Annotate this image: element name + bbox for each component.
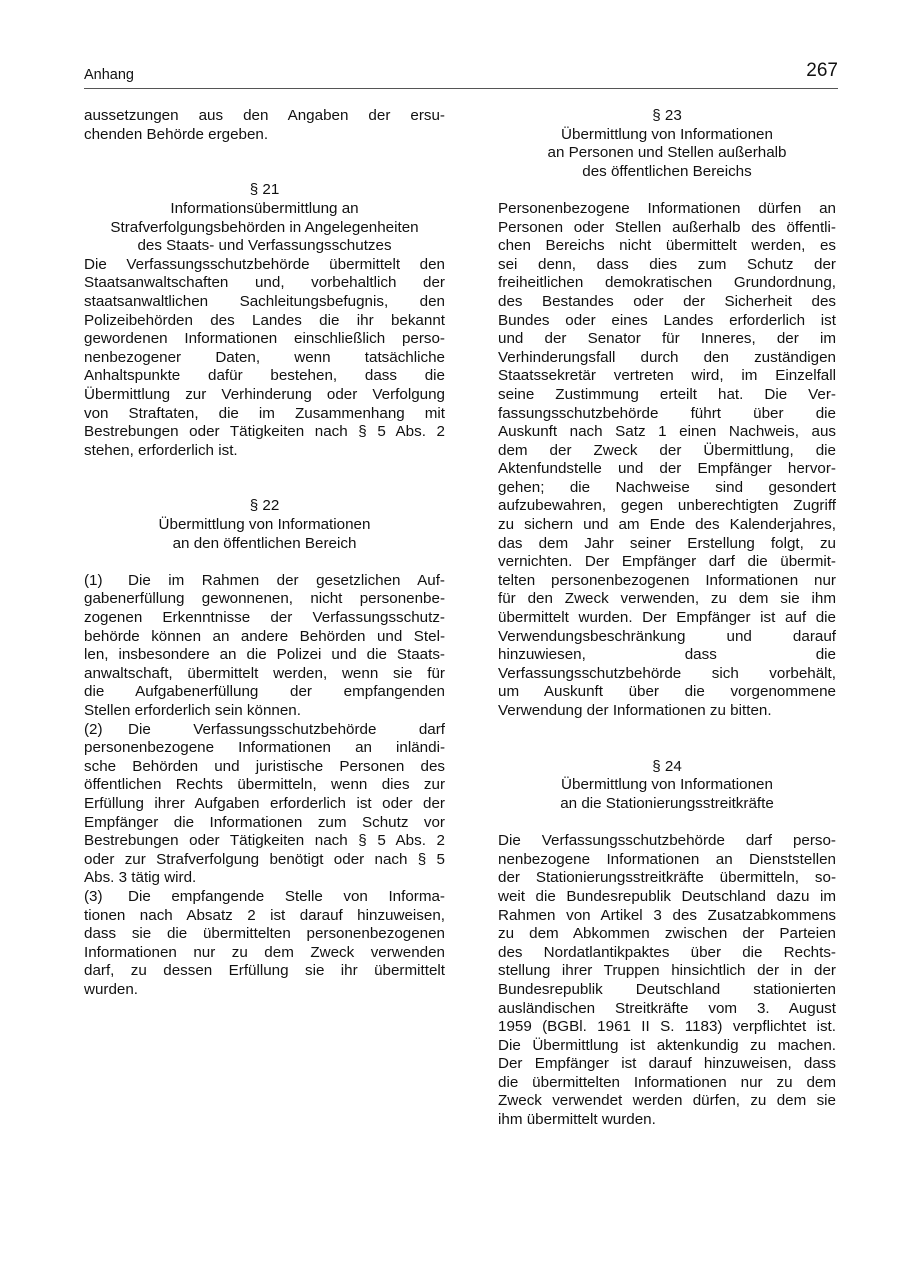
- intro-paragraph: [84, 107, 445, 144]
- text-line: übermittelt wurden. Der Empfänger ist auf die: [498, 609, 836, 627]
- text-line: aussetzungen aus den Angaben der ersu-: [84, 107, 445, 124]
- text-line: Verwendungsbeschränkung und darauf: [498, 627, 836, 645]
- paragraph-number: (2): [84, 720, 103, 738]
- text-line: Polizeibehörden des Landes die ihr bekannt: [84, 311, 445, 329]
- text-line: behörde können an andere Behörden und Stel-: [84, 627, 445, 645]
- paragraph-3: [84, 888, 445, 1000]
- text-line: chenden Behörde ergeben.: [84, 125, 269, 143]
- text-line: Der Empfänger ist darauf hinzuweisen, dass: [498, 1055, 836, 1073]
- section-title-line: Übermittlung von Informationen: [561, 776, 773, 794]
- text-line: darf, zu dessen Erfüllung sie ihr übermittelt: [84, 962, 445, 980]
- text-line: von Straftaten, die im Zusammenhang mit: [84, 404, 445, 422]
- section-number: § 23: [652, 107, 682, 124]
- text-line: die Aufgabenerfüllung der empfangenden: [84, 683, 445, 701]
- text-line: Personen oder Stellen außerhalb des öffentli-: [498, 218, 836, 236]
- left-column: [84, 107, 445, 1000]
- paragraph-1: [84, 572, 445, 721]
- text-line: der Stationierungsstreitkräfte übermitteln, so-: [498, 869, 836, 887]
- text-line: dass sie die übermittelten personenbezogenen: [84, 925, 445, 943]
- section-number: § 24: [652, 757, 682, 775]
- text-line: fassungsschutzbehörde führt über die: [498, 404, 836, 422]
- text-line: Verhinderungsfall durch den zuständigen: [498, 348, 836, 366]
- text-line: vernichten. Der Empfänger darf die übermit-: [498, 553, 836, 571]
- text-line: das dem Jahr seiner Erstellung folgt, zu: [498, 534, 836, 552]
- text-line: Auskunft nach Satz 1 einen Nachweis, aus: [498, 423, 836, 441]
- text-line: Stellen erforderlich sein können.: [84, 702, 301, 719]
- text-line: Die Übermittlung ist aktenkundig zu machen.: [498, 1036, 836, 1054]
- text-line: Empfänger die Informationen zum Schutz vor: [84, 813, 445, 831]
- text-line: Personenbezogene Informationen dürfen an: [498, 199, 836, 217]
- text-line: ihm übermittelt wurden.: [498, 1111, 656, 1129]
- section-title-line: Informationsübermittlung an: [170, 199, 359, 217]
- text-line: zogenen Erkenntnisse der Verfassungsschutz-: [84, 609, 445, 627]
- text-line: Aktenfundstelle und der Empfänger hervor-: [498, 460, 836, 478]
- section-title-line: des Staats- und Verfassungsschutzes: [137, 237, 392, 255]
- section-title-line: an den öffentlichen Bereich: [172, 534, 357, 552]
- text-line: 1959 (BGBl. 1961 II S. 1183) verpflichtet ist.: [498, 1018, 836, 1036]
- text-line: personenbezogene Informationen an inländi-: [84, 739, 445, 757]
- text-line: Staatsanwaltschaften und, vorbehaltlich der: [84, 274, 445, 292]
- section-title-line: an Personen und Stellen außerhalb: [547, 144, 787, 162]
- section-title-line: Strafverfolgungsbehörden in Angelegenheiten: [110, 218, 419, 236]
- text-line: chen Bereichs nicht übermittelt werden, es: [498, 237, 836, 255]
- text-line: zu sichern und am Ende des Kalenderjahres,: [498, 516, 836, 534]
- text-span: Die im Rahmen der gesetzlichen Auf-: [128, 571, 445, 589]
- page-header: [84, 62, 838, 89]
- text-line: seine Zustimmung erteilt hat. Die Ver-: [498, 385, 836, 403]
- text-line: Abs. 3 tätig wird.: [84, 869, 197, 887]
- section-22: [84, 497, 445, 999]
- text-line: zu dem Abkommen zwischen der Parteien: [498, 925, 836, 943]
- text-line: Anhaltspunkte dafür bestehen, dass die: [84, 367, 445, 385]
- text-line: stellung ihrer Truppen hinsichtlich der in der: [498, 962, 836, 980]
- text-line: Bundesrepublik Deutschland stationierten: [498, 980, 836, 998]
- text-line: nenbezogener Daten, wenn tatsächliche: [84, 348, 445, 366]
- section-title-line: Übermittlung von Informationen: [158, 516, 371, 534]
- text-line: gehen; die Nachweise sind gesondert: [498, 478, 836, 496]
- text-line: hinzuwiesen, dass die: [498, 646, 836, 664]
- text-line: staatsanwaltlichen Sachleitungsbefugnis, den: [84, 292, 445, 310]
- text-line: des Nordatlantikpaktes über die Rechts-: [498, 943, 836, 961]
- section-title-line: Übermittlung von Informationen: [561, 125, 773, 143]
- text-line: Die Verfassungsschutzbehörde darf perso-: [498, 832, 836, 850]
- paragraph-number: (3): [84, 887, 103, 905]
- text-line: freiheitlichen demokratischen Grundordnung,: [498, 274, 836, 292]
- text-line: weit die Bundesrepublik Deutschland dazu im: [498, 887, 836, 905]
- text-line: öffentlichen Rechts übermitteln, wenn dies zur: [84, 776, 445, 794]
- text-line: Verfassungsschutzbehörde sich vorbehält,: [498, 664, 836, 682]
- paragraph-number: (1): [84, 571, 103, 589]
- text-line: Die Verfassungsschutzbehörde übermittelt den: [84, 255, 445, 273]
- paragraph-2: [84, 721, 445, 888]
- text-line: Bestrebungen oder Tätigkeiten nach § 5 Abs. 2: [84, 423, 445, 441]
- text-line: Staatssekretär vertreten wird, im Einzelfall: [498, 367, 836, 385]
- text-line: Zweck verwendet werden dürfen, zu dem sie: [498, 1092, 836, 1110]
- text-line: Erfüllung ihrer Aufgaben erforderlich ist oder der: [84, 794, 445, 812]
- text-line: die übermittelten Informationen nur zu dem: [498, 1073, 836, 1091]
- text-span: Die Verfassungsschutzbehörde darf: [128, 720, 445, 738]
- text-line: nenbezogene Informationen an Dienststellen: [498, 850, 836, 868]
- text-line: Verwendung der Informationen zu bitten.: [498, 702, 772, 719]
- text-span: Die empfangende Stelle von Informa-: [128, 887, 445, 905]
- text-line: Übermittlung zur Verhinderung oder Verfolgung: [84, 385, 445, 403]
- section-23: [498, 107, 836, 721]
- section-title-line: an die Stationierungsstreitkräfte: [560, 794, 774, 812]
- text-line: wurden.: [84, 980, 139, 998]
- text-line: sei denn, dass dies zum Schutz der: [498, 255, 836, 273]
- text-line: des Bestandes oder der Sicherheit des: [498, 292, 836, 310]
- text-line: stehen, erforderlich ist.: [84, 441, 238, 459]
- section-21: [84, 181, 445, 460]
- section-24: [498, 758, 836, 1130]
- text-line: gewordenen Informationen einschließlich perso-: [84, 330, 445, 348]
- paragraph-first-line: [84, 572, 445, 591]
- paragraph-first-line: [84, 888, 445, 907]
- text-line: telten personenbezogenen Informationen nur: [498, 571, 836, 589]
- text-line: sche Behörden und juristische Personen des: [84, 757, 445, 775]
- text-line: Bestrebungen oder Tätigkeiten nach § 5 Abs. 2: [84, 832, 445, 850]
- text-line: aufzubewahren, gegen unberechtigten Zugriff: [498, 497, 836, 515]
- text-line: len, insbesondere an die Polizei und die Staats-: [84, 646, 445, 664]
- section-title-line: des öffentlichen Bereichs: [582, 162, 752, 180]
- text-line: ausländischen Streitkräfte vom 3. August: [498, 999, 836, 1017]
- text-line: Bundes oder eines Landes erforderlich ist: [498, 311, 836, 329]
- section-number: § 22: [249, 497, 280, 515]
- text-line: anwaltschaft, übermittelt werden, wenn sie für: [84, 664, 445, 682]
- text-line: tionen nach Absatz 2 ist darauf hinzuweisen,: [84, 906, 445, 924]
- running-head: Anhang: [84, 67, 134, 83]
- text-line: Rahmen von Artikel 3 des Zusatzabkommens: [498, 906, 836, 924]
- text-line: um Auskunft über die vorgenommene: [498, 683, 836, 701]
- text-line: dem der Zweck der Übermittlung, die: [498, 441, 836, 459]
- text-line: oder zur Strafverfolgung benötigt oder nach § 5: [84, 850, 445, 868]
- right-column: [498, 107, 836, 1130]
- section-number: § 21: [249, 181, 280, 199]
- page-number: 267: [806, 60, 838, 81]
- text-line: und der Senator für Inneres, der im: [498, 330, 836, 348]
- paragraph-first-line: [84, 721, 445, 740]
- text-line: für den Zweck verwenden, zu dem sie ihm: [498, 590, 836, 608]
- text-line: Informationen nur zu dem Zweck verwenden: [84, 943, 445, 961]
- text-line: gabenerfüllung gewonnenen, nicht personenbe-: [84, 590, 445, 608]
